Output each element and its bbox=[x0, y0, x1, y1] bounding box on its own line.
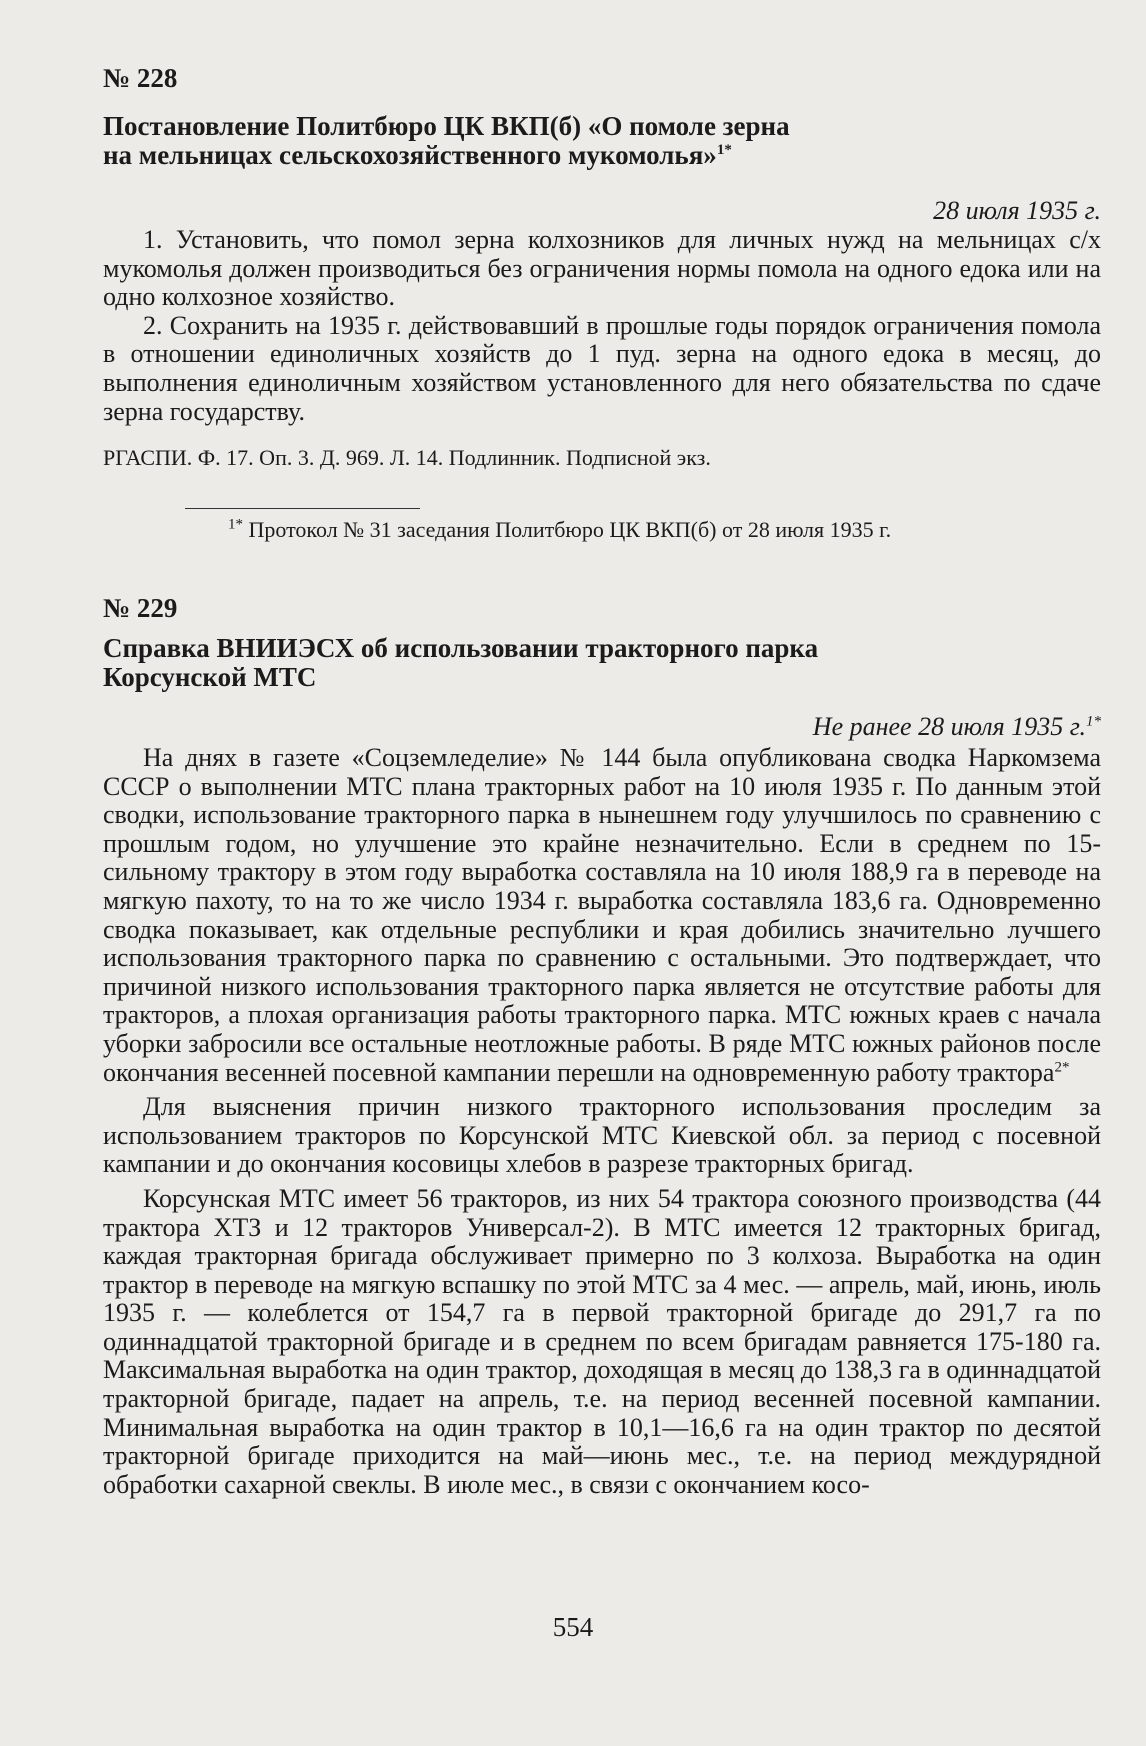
doc228-paragraph-1: 1. Установить, что помол зерна колхозников для личных нужд на мельницах с/х мукомолья должен производиться без ограничения нормы помола на одного едока или на одно колхозное хозяйство. bbox=[103, 225, 1101, 312]
doc228-title-footnote-ref: 1* bbox=[716, 142, 732, 158]
doc228-number: № 228 bbox=[103, 63, 178, 93]
doc229-paragraph-3: Корсунская МТС имеет 56 тракторов, из них 54 трактора союзного производства (44 трактора ХТЗ и 12 тракторов Универсал-2). В МТС имеется 12 тракторных бригад, каждая тракторная бригада обслуживает примерно по 3 колхоза. Выработка на один трактор в переводе на мягкую вспашку по этой МТС за 4 мес. — апрель, май, июнь, июль 1935 г. — колеблется от 154,7 га в первой тракторной бригаде до 291,7 га по одиннадцатой тракторной бригаде и в среднем по всем бригадам равняется 175-180 га. Максимальная выработка на один трактор, доходящая в месяц до 138,3 га в одиннадцатой тракторной бригаде, падает на апрель, т.е. на период весенней посевной кампании. Минимальная выработка на один трактор в 10,1—16,6 га на один трактор по десятой тракторной бригаде приходится на май—июнь мес., т.е. на период междурядной обработки сахарной свеклы. В июле мес., в связи с окончанием косо- bbox=[103, 1183, 1101, 1499]
doc229-date: Не ранее 28 июля 1935 г.$^{1*}$ bbox=[812, 712, 1101, 741]
doc228-archive-source: РГАСПИ. Ф. 17. Оп. 3. Д. 969. Л. 14. Подлинник. Подписной экз. bbox=[103, 445, 711, 471]
doc228-footnote: $^{1*}$ Протокол № 31 заседания Политбюро ЦК ВКП(б) от 28 июля 1935 г. bbox=[228, 516, 892, 542]
doc229-paragraph-2: Для выяснения причин низкого тракторного использования проследим за использованием тракторов по Корсунской МТС Киевской обл. за период с посевной кампании и до окончания косовицы хлебов в разрезе тракторных бригад. bbox=[103, 1092, 1101, 1179]
doc229-para1-footnote-ref: 2* bbox=[1054, 1058, 1070, 1075]
footnote-mark: 1* bbox=[228, 516, 243, 533]
footnote-divider bbox=[185, 508, 420, 509]
doc228-title-line1: Постановление Политбюро ЦК ВКП(б) «О помоле зерна bbox=[103, 111, 790, 141]
doc229-block bbox=[103, 592, 1101, 1499]
doc228-footnote-block bbox=[103, 516, 1101, 544]
page-number: 554 bbox=[552, 1612, 594, 1642]
doc229-date-footnote-ref: 1* bbox=[1086, 713, 1101, 730]
doc228-paragraph-2: 2. Сохранить на 1935 г. действовавший в прошлые годы порядок ограничения помола в отношении единоличных хозяйств до 1 пуд. зерна на одного едока в месяц, до выполнения единоличным хозяйством установленного для него обязательства по сдаче зерна государству. bbox=[103, 310, 1101, 426]
doc229-title-line1: Справка ВНИИЭСХ об использовании тракторного парка bbox=[103, 633, 819, 663]
doc229-title-line2: Корсунской МТС bbox=[103, 662, 317, 692]
doc229-paragraph-1: На днях в газете «Соцземледелие» № 144 была опубликована сводка Наркомзема СССР о выполнении МТС плана тракторных работ на 10 июля 1935 г. По данным этой сводки, использование тракторного парка в нынешнем году улучшилось по сравнению с прошлым годом, но улучшение это крайне незначительно. Если в среднем по 15-сильному трактору в этом году выработка составляла на 10 июля 188,9 га в переводе на мягкую пахоту, то на то же число 1934 г. выработка составляла 183,6 га. Одновременно сводка показывает, как отдельные республики и края добились значительно лучшего использования тракторного парка по сравнению с остальными. Это подтверждает, что причиной низкого использования тракторного парка является не отсутствие работы для тракторов, а плохая организация работы тракторного парка. МТС южных краев с начала уборки забросили все остальные неотложные работы. В ряде МТС южных районов после окончания весенней посевной кампании перешли на одновременную работу трактора$^{2*}$ bbox=[103, 743, 1101, 1087]
doc228-title-line2: на мельницах сельскохозяйственного мукомолья»$^{1*}$ bbox=[103, 140, 732, 170]
doc228-block bbox=[103, 62, 1101, 472]
doc228-date: 28 июля 1935 г. bbox=[933, 196, 1101, 225]
doc229-number: № 229 bbox=[103, 593, 178, 623]
